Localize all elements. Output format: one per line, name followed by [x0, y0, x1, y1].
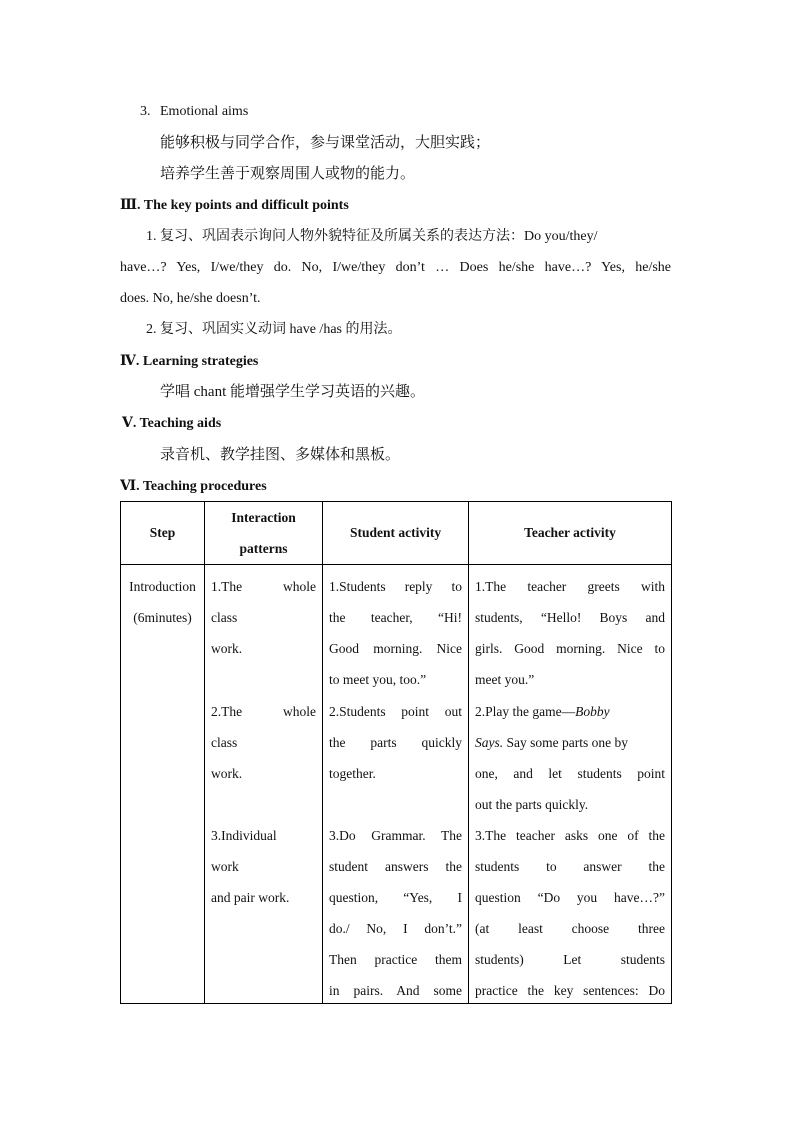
header-interaction-line-2: patterns [239, 541, 288, 556]
section-key-points-heading: Ⅲ. The key points and difficult points [120, 198, 349, 213]
emotional-aims-number: 3. [140, 104, 151, 119]
game-title-part-1: Bobby [575, 704, 610, 719]
emotional-aims-line-1: 能够积极与同学合作，参与课堂活动，大胆实践； [160, 135, 491, 151]
teacher-line: students) Let students [475, 952, 665, 967]
teacher-line-game-2-text: Say some parts one by [503, 735, 628, 750]
interaction-a-line-3: work. [211, 641, 243, 656]
teacher-line: 1.The teacher greets with [475, 579, 665, 594]
student-line: together. [329, 766, 376, 781]
student-line: 3.Do Grammar. The [329, 828, 462, 843]
student-line: question, “Yes, I [329, 890, 462, 905]
teaching-aids-text: 录音机、教学挂图、多媒体和黑板。 [160, 447, 401, 463]
teacher-line: practice the key sentences: Do [475, 983, 665, 998]
student-line: to meet you, too.” [329, 672, 427, 687]
student-line: in pairs. And some [329, 983, 462, 998]
student-line: the teacher, “Hi! [329, 610, 462, 625]
teacher-line-game-text: 2.Play the game— [475, 704, 576, 719]
teacher-line: students, “Hello! Boys and [475, 610, 665, 625]
student-line: do./ No, I don’t.” [329, 921, 462, 936]
interaction-c-line-3: and pair work. [211, 890, 290, 905]
student-line: student answers the [329, 859, 462, 874]
emotional-aims-title: Emotional aims [160, 104, 249, 119]
teacher-line: 3.The teacher asks one of the [475, 828, 665, 843]
teacher-line: out the parts quickly. [475, 797, 589, 812]
game-title-part-2: Says. [475, 735, 504, 750]
step-cell [121, 565, 205, 1004]
key-points-line-2: have…? Yes, I/we/they do. No, I/we/they don’t … Does he/she have…? Yes, he/she [120, 260, 671, 275]
emotional-aims-line-2: 培养学生善于观察周围人或物的能力。 [160, 166, 416, 182]
interaction-c-line-2: work [211, 859, 239, 874]
teacher-line: meet you.” [475, 672, 535, 687]
teacher-line: question “Do you have…?” [475, 890, 665, 905]
key-points-line-4: 2. 复习、巩固实义动词 have /has 的用法。 [146, 322, 402, 337]
section-teaching-aids-heading: Ⅴ. Teaching aids [122, 416, 222, 431]
header-interaction-line-1: Interaction [231, 510, 296, 525]
interaction-a-line-2: class [211, 610, 238, 625]
student-line: Good morning. Nice [329, 641, 462, 656]
section-learning-strategies-heading: Ⅳ. Learning strategies [120, 354, 259, 369]
teacher-line: girls. Good morning. Nice to [475, 641, 665, 656]
teacher-activity-cell [469, 565, 672, 1004]
teacher-line: one, and let students point [475, 766, 665, 781]
interaction-b-line-1: 2.The whole [211, 704, 316, 719]
header-teacher-activity: Teacher activity [469, 502, 672, 565]
interaction-b-line-3: work. [211, 766, 243, 781]
teacher-line-game [475, 696, 665, 727]
step-name: Introduction [129, 579, 196, 594]
learning-strategies-text: 学唱 chant 能增强学生学习英语的兴趣。 [160, 384, 425, 400]
header-student-activity: Student activity [323, 502, 469, 565]
teaching-procedures-table [120, 501, 672, 1004]
teacher-line: (at least choose three [475, 921, 665, 936]
header-step: Step [121, 502, 205, 565]
student-line: the parts quickly [329, 735, 462, 750]
interaction-cell [205, 565, 323, 1004]
student-line: Then practice them [329, 952, 462, 967]
key-points-line-3: does. No, he/she doesn’t. [120, 291, 261, 306]
student-activity-cell [323, 565, 469, 1004]
interaction-a-line-1: 1.The whole [211, 579, 316, 594]
student-line: 1.Students reply to [329, 579, 462, 594]
section-teaching-procedures-heading: Ⅵ. Teaching procedures [120, 479, 267, 494]
student-line: 2.Students point out [329, 704, 462, 719]
teacher-line-game-2 [475, 727, 665, 758]
step-duration: (6minutes) [133, 610, 192, 625]
teacher-line: students to answer the [475, 859, 665, 874]
interaction-c-line-1: 3.Individual [211, 828, 277, 843]
key-points-line-1: 1. 复习、巩固表示询问人物外貌特征及所属关系的表达方法：Do you/they/ [146, 229, 598, 244]
interaction-b-line-2: class [211, 735, 238, 750]
table-row [121, 565, 672, 1004]
